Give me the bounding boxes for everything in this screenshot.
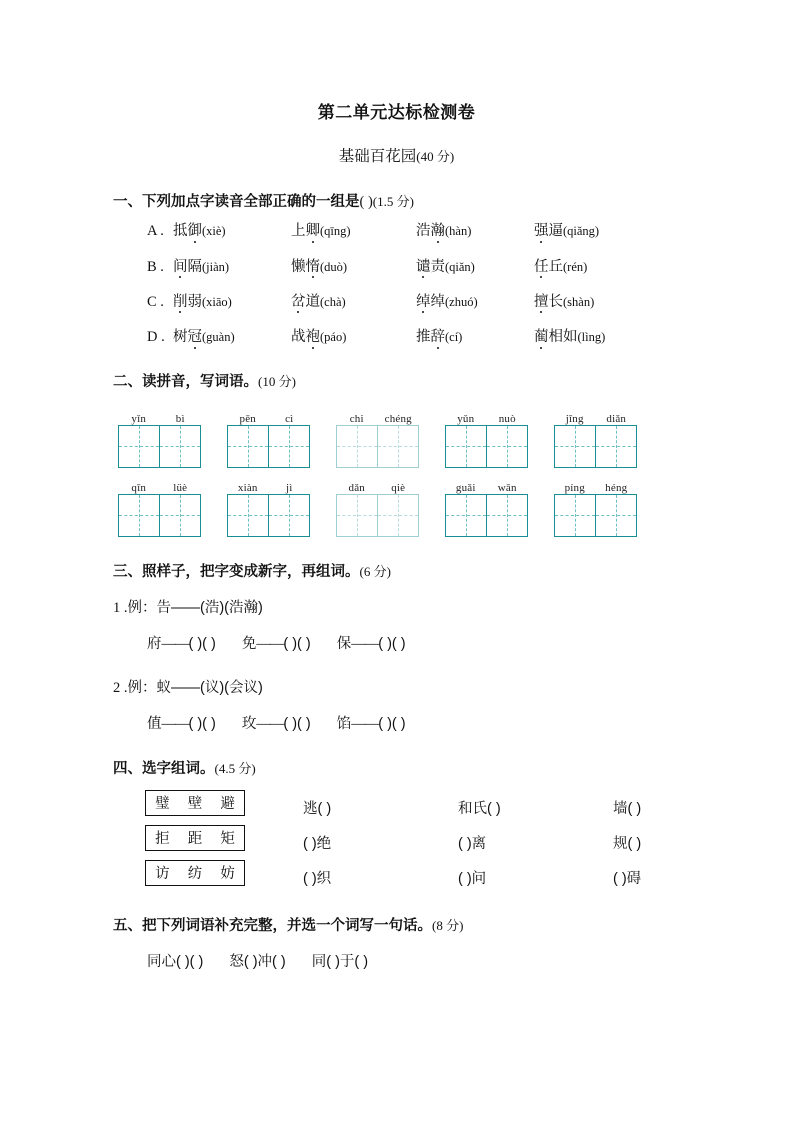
tianzige-cell[interactable]: [596, 495, 637, 536]
q4-r1-c3[interactable]: 墙( ): [613, 800, 642, 817]
pinyin-grid-row-2: [118, 482, 793, 537]
char-box-2-char-3: 矩: [220, 831, 235, 848]
g1-item-1-blank1[interactable]: ( )(: [188, 636, 208, 653]
choice-a-item-1: 抵御(xiè): [173, 223, 226, 240]
q4-row-3: [303, 860, 793, 895]
choice-label-b: B .: [147, 258, 164, 275]
tianzige-cell[interactable]: [446, 495, 487, 536]
choice-c-item-4: 擅长(shàn): [534, 293, 595, 310]
pinyin-word-10: [554, 482, 637, 537]
pinyin-label-4: yǔn nuò: [457, 412, 516, 425]
question-2-points: (10 分): [258, 373, 296, 389]
g1-item-3-blank2[interactable]: ): [396, 636, 406, 653]
group-1-number: 1 .: [113, 600, 128, 617]
g1-item-3-blank1[interactable]: ( )(: [378, 636, 397, 653]
choice-label-c: C .: [147, 293, 164, 310]
tianzige-cell[interactable]: [555, 495, 596, 536]
tianzige-7[interactable]: [227, 494, 310, 537]
g2-item-1-dash: ——: [161, 716, 189, 733]
g1-item-1-char: 府: [147, 636, 162, 653]
q4-r3-c3[interactable]: ( )碍: [613, 870, 642, 887]
q4-r2-c3[interactable]: 规( ): [613, 835, 642, 852]
pinyin-label-3: chi chéng: [349, 412, 412, 425]
question-5-heading: [0, 917, 793, 935]
question-1-number: 一、: [113, 193, 142, 210]
section-heading: [0, 123, 793, 167]
tianzige-cell[interactable]: [160, 426, 201, 467]
idiom-1[interactable]: 同心( )( ): [147, 953, 204, 970]
g1-item-1-dash: ——: [161, 636, 189, 653]
pinyin-word-8: [336, 482, 419, 537]
question-1-choices: [0, 223, 793, 347]
pinyin-label-8: dǎn qiè: [348, 481, 406, 494]
g2-item-2-char: 玫: [241, 716, 257, 733]
char-box-2: [145, 825, 245, 851]
q4-row-1: [303, 790, 793, 825]
page-title: 第二单元达标检测卷: [317, 103, 476, 122]
pinyin-grid-row-1: [118, 413, 793, 468]
q4-r1-c2[interactable]: 和氏( ): [458, 800, 501, 817]
char-box-1: [145, 790, 245, 816]
question-3-prompt: 照样子，把字变成新字，再组词。: [142, 563, 360, 580]
char-box-3-char-1: 访: [155, 866, 170, 883]
question-3-group-2-items[interactable]: [0, 715, 793, 733]
tianzige-1[interactable]: [118, 425, 201, 468]
pinyin-word-7: [227, 482, 310, 537]
g2-item-2-blank1[interactable]: ( )(: [283, 716, 302, 733]
tianzige-cell[interactable]: [119, 495, 160, 536]
question-2-prompt: 读拼音，写词语。: [142, 373, 258, 390]
question-4: [0, 760, 793, 895]
question-3-heading: [0, 563, 793, 581]
pinyin-grid-block: [0, 413, 793, 537]
tianzige-6[interactable]: [118, 494, 201, 537]
choice-d-item-1: 树冠(guàn): [173, 329, 235, 346]
choice-label-a: A .: [147, 223, 164, 240]
question-5-prompt: 把下列词语补充完整，并选一个词写一句话。: [142, 917, 432, 934]
tianzige-4[interactable]: [445, 425, 528, 468]
question-3-number: 三、: [113, 563, 142, 580]
question-3-group-1-example: [0, 599, 793, 617]
tianzige-5[interactable]: [554, 425, 637, 468]
tianzige-cell[interactable]: [378, 426, 419, 467]
pinyin-word-3: [336, 413, 419, 468]
char-box-1-char-3: 避: [220, 796, 235, 813]
g2-item-3-dash: ——: [351, 716, 379, 733]
q4-r1-c1[interactable]: 逃( ): [303, 800, 332, 817]
tianzige-cell[interactable]: [337, 495, 378, 536]
idiom-2[interactable]: 怒( )冲( ): [229, 953, 286, 970]
tianzige-cell[interactable]: [269, 426, 310, 467]
g1-item-3-dash: ——: [351, 636, 379, 653]
pinyin-label-1: yǐn bì: [131, 412, 185, 425]
pinyin-label-6: qīn lüè: [131, 481, 188, 494]
pinyin-word-1: [118, 413, 201, 468]
question-4-points: (4.5 分): [214, 760, 256, 776]
question-1-points: (1.5 分): [372, 193, 414, 209]
question-2-number: 二、: [113, 373, 142, 390]
pinyin-label-9: guǎi wān: [455, 481, 517, 494]
pinyin-label-7: xiàn jì: [237, 481, 293, 494]
tianzige-8[interactable]: [336, 494, 419, 537]
choice-b-item-3: 谴责(qiǎn): [416, 258, 475, 275]
choice-b-item-1: 间隔(jiàn): [173, 258, 230, 275]
choice-c-item-1: 削弱(xiāo): [173, 293, 232, 310]
pinyin-word-5: [554, 413, 637, 468]
group-2-example: 蚁——(议)(会议): [156, 680, 263, 697]
question-2: [0, 373, 793, 537]
choice-a-item-2: 上卿(qīng): [291, 223, 351, 240]
question-3-group-2-example: [0, 679, 793, 697]
tianzige-cell[interactable]: [487, 426, 528, 467]
choice-b-item-4: 任丘(rén): [534, 258, 588, 275]
pinyin-label-2: pēn cì: [239, 412, 294, 425]
tianzige-cell[interactable]: [378, 495, 419, 536]
tianzige-cell[interactable]: [337, 426, 378, 467]
choice-a-item-4: 强逼(qiǎng): [534, 223, 600, 240]
tianzige-cell[interactable]: [160, 495, 201, 536]
q4-r3-c2[interactable]: ( )问: [458, 870, 487, 887]
choice-b-item-2: 懒惰(duò): [291, 258, 348, 275]
question-4-prompt: 选字组词。: [142, 760, 215, 777]
char-box-3-char-3: 妨: [220, 866, 235, 883]
question-3-group-1-items[interactable]: [0, 635, 793, 653]
question-5-idioms[interactable]: [0, 953, 793, 971]
question-4-answer-items: [245, 790, 793, 895]
question-4-heading: [0, 760, 793, 778]
char-box-1-char-1: 璧: [155, 796, 170, 813]
choice-row-c[interactable]: [147, 294, 793, 311]
choice-row-d[interactable]: [147, 329, 793, 346]
tianzige-cell[interactable]: [487, 495, 528, 536]
choice-c-item-2: 岔道(chà): [291, 293, 346, 310]
section-points: (40 分): [416, 149, 455, 165]
g1-item-1-blank2[interactable]: ): [207, 636, 216, 653]
q4-row-2: [303, 825, 793, 860]
question-3-points: (6 分): [359, 563, 391, 579]
tianzige-cell[interactable]: [446, 426, 487, 467]
group-1-example: 告——(浩)(浩瀚): [156, 600, 263, 617]
question-5: [0, 917, 793, 971]
section-heading-text: 基础百花园: [338, 148, 417, 166]
question-4-number: 四、: [113, 760, 142, 777]
tianzige-2[interactable]: [227, 425, 310, 468]
g1-item-2-char: 免: [241, 636, 257, 653]
g2-item-2-dash: ——: [256, 716, 284, 733]
pinyin-word-9: [445, 482, 528, 537]
tianzige-cell[interactable]: [228, 495, 269, 536]
q4-r2-c2[interactable]: ( )离: [458, 835, 487, 852]
pinyin-word-6: [118, 482, 201, 537]
g2-item-2-blank2[interactable]: ): [301, 716, 311, 733]
group-2-example-label: 例：: [127, 680, 157, 697]
char-box-3: [145, 860, 245, 886]
question-5-number: 五、: [113, 917, 142, 934]
choice-d-item-2: 战袍(páo): [291, 329, 347, 346]
char-box-3-char-2: 纺: [187, 866, 203, 883]
choice-label-d: D .: [147, 329, 165, 346]
tianzige-3[interactable]: [336, 425, 419, 468]
g1-item-2-dash: ——: [256, 636, 284, 653]
group-1-example-label: 例：: [127, 600, 157, 617]
q4-r3-c1[interactable]: ( )织: [303, 870, 332, 887]
char-box-2-char-2: 距: [187, 831, 203, 848]
q4-r2-c1[interactable]: ( )绝: [303, 835, 332, 852]
choice-a-item-3: 浩瀚(hàn): [416, 223, 472, 240]
tianzige-cell[interactable]: [228, 426, 269, 467]
choice-row-b[interactable]: [147, 259, 793, 276]
g1-item-2-blank1[interactable]: ( )(: [283, 636, 302, 653]
choice-d-item-4: 蔺相如(lìng): [534, 329, 606, 346]
tianzige-cell[interactable]: [555, 426, 596, 467]
tianzige-9[interactable]: [445, 494, 528, 537]
g1-item-2-blank2[interactable]: ): [301, 636, 311, 653]
g2-item-1-char: 值: [147, 716, 162, 733]
question-4-body: [0, 790, 793, 895]
pinyin-label-10: píng héng: [564, 481, 628, 494]
g2-item-1-blank1[interactable]: ( )(: [188, 716, 208, 733]
pinyin-label-5: jīng diǎn: [565, 412, 627, 425]
g1-item-3-char: 保: [336, 636, 352, 653]
question-1-heading: [0, 193, 793, 211]
g2-item-3-blank1[interactable]: ( )(: [378, 716, 397, 733]
question-1: [0, 193, 793, 347]
char-box-1-char-2: 壁: [187, 796, 203, 813]
g2-item-3-blank2[interactable]: ): [396, 716, 406, 733]
g2-item-3-char: 馅: [336, 716, 352, 733]
idiom-3[interactable]: 同( )于( ): [311, 953, 369, 970]
pinyin-word-4: [445, 413, 528, 468]
question-1-prompt: 下列加点字读音全部正确的一组是: [142, 193, 360, 210]
question-1-answer-blank[interactable]: ( ): [359, 193, 373, 210]
tianzige-cell[interactable]: [596, 426, 637, 467]
tianzige-10[interactable]: [554, 494, 637, 537]
question-4-char-boxes: [145, 790, 245, 895]
char-box-2-char-1: 拒: [155, 831, 170, 848]
choice-d-item-3: 推辞(cí): [416, 329, 463, 346]
tianzige-cell[interactable]: [269, 495, 310, 536]
choice-row-a[interactable]: [147, 223, 793, 240]
question-2-heading: [0, 373, 793, 391]
tianzige-cell[interactable]: [119, 426, 160, 467]
group-2-number: 2 .: [113, 680, 128, 697]
choice-c-item-3: 绰绰(zhuó): [416, 293, 478, 310]
pinyin-word-2: [227, 413, 310, 468]
g2-item-1-blank2[interactable]: ): [207, 716, 216, 733]
question-3: [0, 563, 793, 734]
question-5-points: (8 分): [432, 917, 464, 933]
